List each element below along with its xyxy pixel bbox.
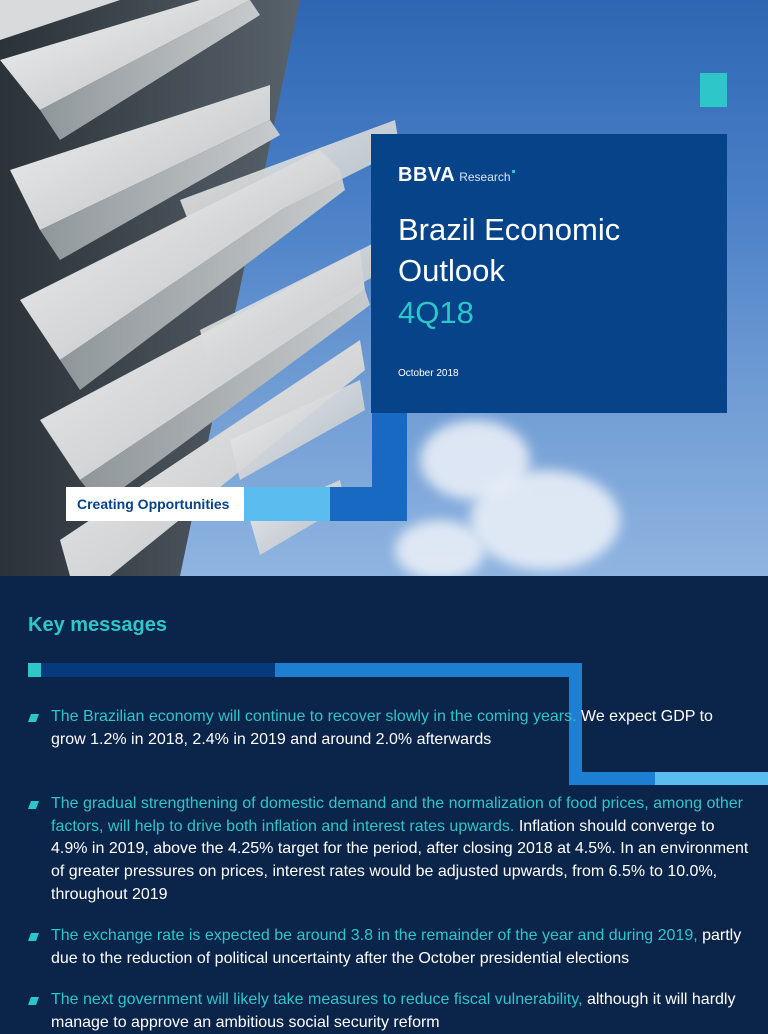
- report-title-line1: Brazil Economic: [398, 212, 621, 247]
- report-date: October 2018: [398, 368, 459, 379]
- divider-dark: [41, 663, 275, 677]
- report-quarter: 4Q18: [398, 295, 474, 330]
- divider-teal: [28, 663, 41, 677]
- tagline: Creating Opportunities: [77, 496, 230, 512]
- key-message-highlight: The next government will likely take measures to reduce fiscal vulnerability,: [51, 991, 583, 1008]
- key-message-1: [51, 706, 751, 751]
- bbva-research-logo: [398, 164, 515, 187]
- key-message-highlight: The gradual strengthening of domestic demand and the normalization of food prices, among other factors, will help to drive both inflation and interest rates upwards.: [51, 795, 743, 835]
- key-message-2: [51, 793, 751, 907]
- key-message-text: although it will hardly manage to approve an ambitious social security reform: [51, 991, 736, 1031]
- key-message-highlight: The exchange rate is expected be around 3.8 in the remainder of the year and during 2019,: [51, 927, 698, 944]
- title-box: [371, 134, 727, 413]
- bullet-marker-icon: [28, 712, 39, 723]
- logo-dot: [512, 170, 515, 173]
- divider-blue: [275, 663, 582, 677]
- key-message-4: [51, 989, 751, 1034]
- key-message-3: [51, 925, 751, 970]
- key-message-text: Inflation should converge to 4.9% in 2019, above the 4.25% target for the period, after closing 2018 at 4.5%. In an environment of greater pressures on prices, interest rates would be adjusted upwards, from 6.5% to 10.0%, throughout 2019: [51, 817, 749, 903]
- divider-bottom-light: [655, 772, 768, 785]
- key-message-text: partly due to the reduction of political uncertainty after the October presidential elections: [51, 927, 742, 967]
- cloud: [470, 470, 620, 570]
- decor-mid-bar: [330, 487, 407, 521]
- logo-brand: BBVA: [398, 164, 456, 186]
- decor-light-bar: [244, 487, 330, 521]
- logo-sub: Research: [459, 170, 511, 184]
- bullet-marker-icon: [28, 931, 39, 942]
- accent-square: [700, 73, 727, 107]
- key-messages-title: Key messages: [28, 614, 167, 636]
- tagline-box: [66, 487, 244, 521]
- key-message-text: We expect GDP to grow 1.2% in 2018, 2.4% in 2019 and around 2.0% afterwards: [51, 708, 713, 748]
- decor-vertical-bar: [372, 413, 407, 487]
- bullet-marker-icon: [28, 995, 39, 1006]
- divider-bottom-blue: [569, 772, 655, 785]
- report-title-line2: Outlook: [398, 253, 505, 288]
- bullet-marker-icon: [28, 799, 39, 810]
- key-message-highlight: The Brazilian economy will continue to recover slowly in the coming years.: [51, 708, 577, 725]
